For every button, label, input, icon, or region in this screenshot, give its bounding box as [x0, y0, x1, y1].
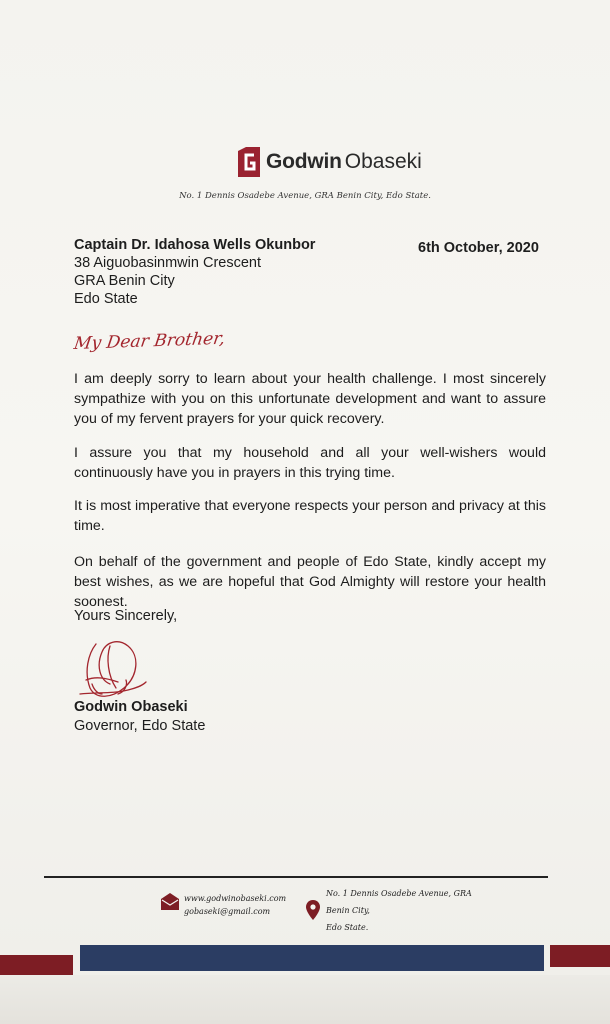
body-paragraph: I assure you that my household and all your well-wishers would continuously have you in prayers in this trying time. [74, 445, 546, 481]
closing: Yours Sincerely, [74, 608, 178, 624]
footer-rule [44, 876, 548, 878]
body-paragraph: I am deeply sorry to learn about your health challenge. I most sincerely sympathize with you on this unfortunate development and want to assure you of my fervent prayers for your quick recovery. [74, 371, 546, 427]
logo-name-light: Obaseki [344, 150, 422, 173]
footer-red-bar-left [0, 955, 73, 977]
footer-blue-bar [80, 945, 544, 971]
recipient-name: Captain Dr. Idahosa Wells Okunbor [74, 237, 316, 253]
signer-title: Governor, Edo State [74, 718, 206, 734]
letter-date: 6th October, 2020 [418, 240, 539, 256]
footer-address-line: Benin City, [326, 906, 370, 915]
footer-website: www.godwinobaseki.com [184, 894, 287, 903]
signer-name: Godwin Obaseki [74, 699, 188, 715]
logo-name-bold: Godwin [266, 150, 342, 173]
footer-address-line: No. 1 Dennis Osadebe Avenue, GRA [326, 889, 472, 898]
footer-red-bar-right [550, 945, 610, 967]
letterhead-logo [238, 144, 422, 180]
recipient-address-line: GRA Benin City [74, 273, 175, 289]
recipient-address-line: Edo State [74, 291, 138, 307]
recipient-address-line: 38 Aiguobasinmwin Crescent [74, 255, 261, 271]
envelope-icon [160, 893, 180, 911]
footer-address [326, 887, 472, 934]
signer-block [74, 698, 205, 736]
body-paragraph: On behalf of the government and people of Edo State, kindly accept my best wishes, as we are hopeful that God Almighty will restore your health soonest. [74, 554, 546, 610]
page-bottom-margin [0, 975, 610, 1024]
handwritten-salutation: My Dear Brother, [72, 328, 227, 354]
handwritten-signature [66, 636, 152, 702]
footer-contact [184, 892, 286, 918]
body-paragraph: It is most imperative that everyone respects your person and privacy at this time. [74, 498, 546, 534]
recipient-block [74, 236, 315, 308]
letterhead-address: No. 1 Dennis Osadebe Avenue, GRA Benin City, Edo State. [179, 191, 431, 201]
logo-g-mark-icon [238, 147, 260, 177]
location-pin-icon [306, 900, 320, 920]
footer-address-line: Edo State. [326, 923, 369, 932]
footer-email: gobaseki@gmail.com [184, 907, 271, 916]
